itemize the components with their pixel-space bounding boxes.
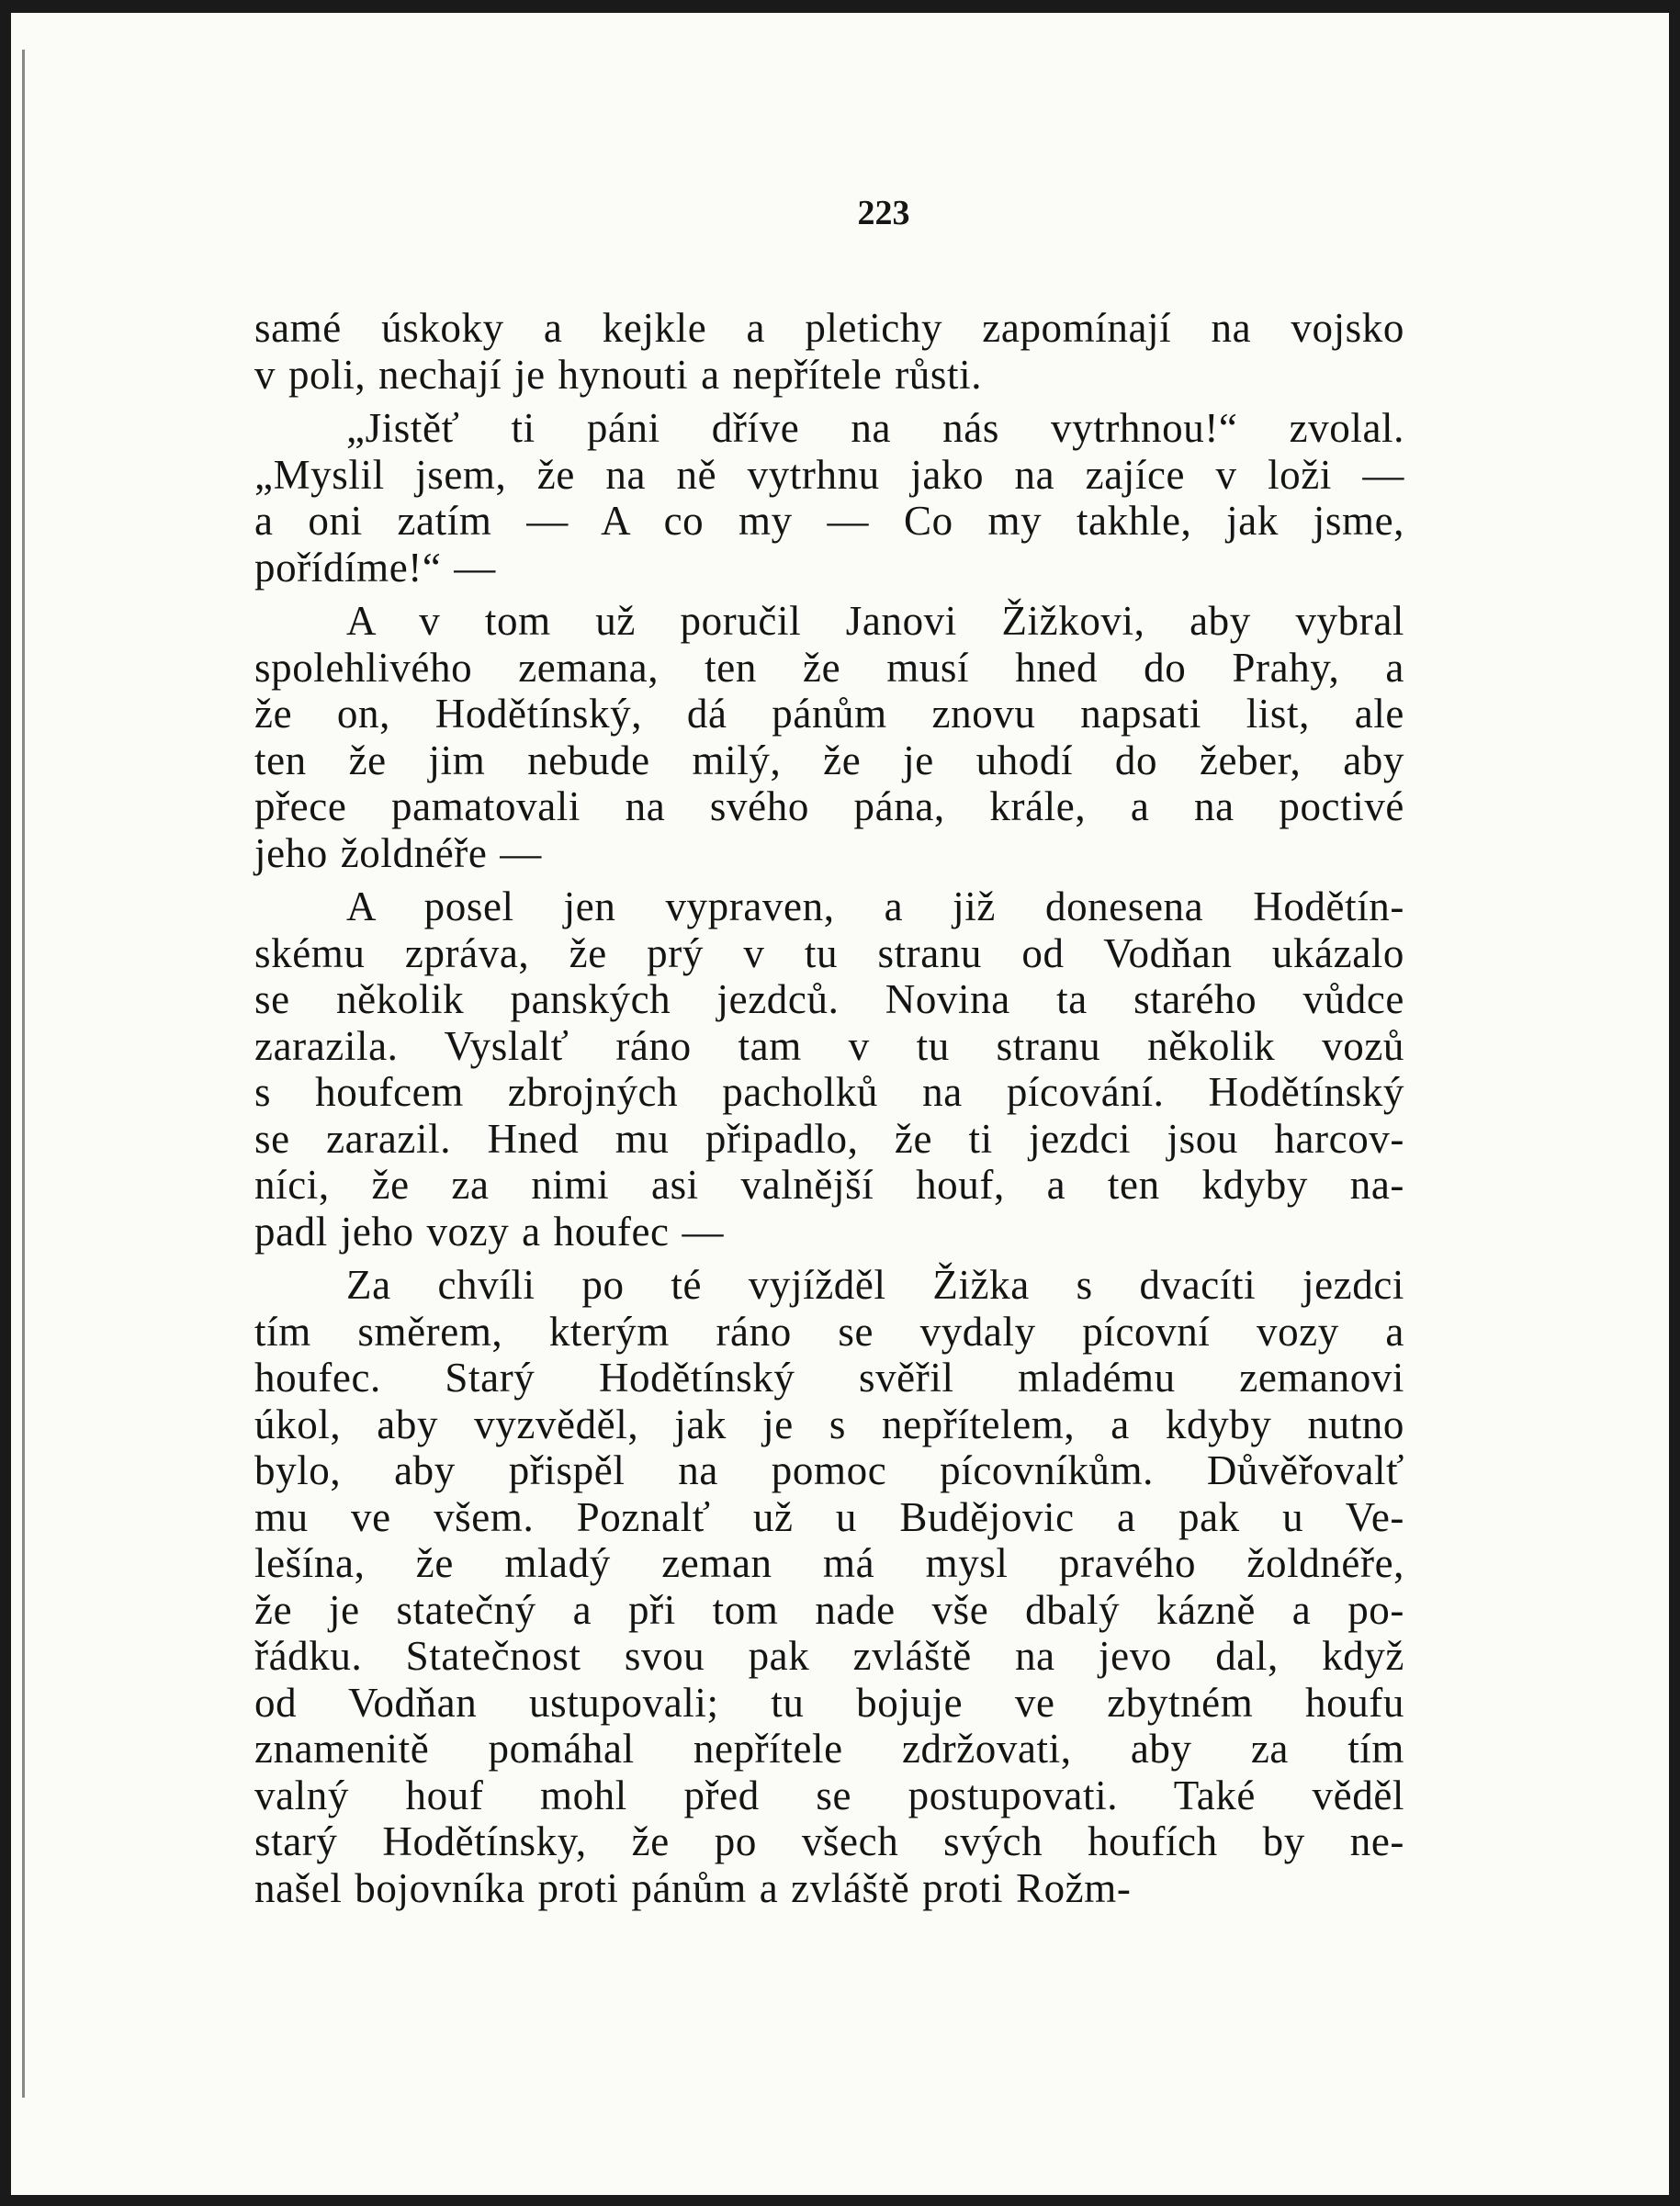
text-line: znamenitě pomáhal nepřítele zdržovati, aby za tím [254, 1726, 1404, 1772]
text-line: skému zpráva, že prý v tu stranu od Vodňan ukázalo [254, 929, 1404, 976]
text-line: pořídíme!“ — [254, 544, 496, 591]
paragraph [254, 305, 1404, 398]
paragraph [254, 884, 1404, 1255]
text-line: že je statečný a při tom nade vše dbalý kázně a po- [254, 1586, 1404, 1633]
paragraph [254, 405, 1404, 591]
text-line: samé úskoky a kejkle a pletichy zapomínají na vojsko [254, 305, 1404, 351]
text-line: řádku. Statečnost svou pak zvláště na jevo dal, když [254, 1633, 1404, 1679]
page-edge-shadow [22, 50, 25, 2098]
book-page [11, 13, 1669, 2195]
text-line: starý Hodětínsky, že po všech svých houfích by ne- [254, 1818, 1404, 1864]
text-line: lešína, že mladý zeman má mysl pravého žoldnéře, [254, 1540, 1404, 1586]
text-line: od Vodňan ustupovali; tu bojuje ve zbytném houfu [254, 1679, 1404, 1726]
text-line: padl jeho vozy a houfec — [254, 1208, 725, 1255]
text-line: našel bojovníka proti pánům a zvláště proti Rožm- [254, 1864, 1132, 1911]
text-line: že on, Hodětínský, dá pánům znovu napsati list, ale [254, 691, 1404, 737]
text-line: se několik panských jezdců. Novina ta starého vůdce [254, 976, 1404, 1022]
text-line: úkol, aby vyzvěděl, jak je s nepřítelem, a kdyby nutno [254, 1401, 1404, 1447]
body-text [254, 305, 1404, 1911]
text-line: s houfcem zbrojných pacholků na pícování. Hodětínský [254, 1069, 1404, 1115]
text-line: přece pamatovali na svého pána, krále, a na poctivé [254, 783, 1404, 829]
text-line: Za chvíli po té vyjížděl Žižka s dvacíti jezdci [346, 1262, 1404, 1308]
page-number: 223 [857, 194, 910, 232]
text-line: „Jistěť ti páni dříve na nás vytrhnou!“ zvolal. [346, 405, 1404, 451]
paragraph [254, 598, 1404, 876]
text-line: A posel jen vypraven, a již donesena Hodětín- [346, 884, 1404, 929]
text-line: „Myslil jsem, že na ně vytrhnu jako na zajíce v loži — [254, 451, 1404, 498]
text-line: A v tom už poručil Janovi Žižkovi, aby vybral [346, 598, 1404, 644]
text-line: houfec. Starý Hodětínský svěřil mladému zemanovi [254, 1355, 1404, 1401]
text-line: mu ve všem. Poznalť už u Budějovic a pak u Ve- [254, 1493, 1404, 1540]
text-line: ten že jim nebude milý, že je uhodí do žeber, aby [254, 737, 1404, 783]
text-line: níci, že za nimi asi valnější houf, a ten kdyby na- [254, 1162, 1404, 1208]
text-line: se zarazil. Hned mu připadlo, že ti jezdci jsou harcov- [254, 1115, 1404, 1162]
text-line: bylo, aby přispěl na pomoc pícovníkům. Důvěřovalť [254, 1447, 1404, 1493]
text-line: a oni zatím — A co my — Co my takhle, jak jsme, [254, 498, 1404, 544]
text-line: spolehlivého zemana, ten že musí hned do Prahy, a [254, 644, 1404, 691]
paragraph [254, 1262, 1404, 1911]
text-line: tím směrem, kterým ráno se vydaly pícovní vozy a [254, 1308, 1404, 1355]
text-line: valný houf mohl před se postupovati. Také věděl [254, 1772, 1404, 1818]
text-line: zarazila. Vyslalť ráno tam v tu stranu několik vozů [254, 1022, 1404, 1069]
text-line: v poli, nechají je hynouti a nepřítele růsti. [254, 351, 983, 398]
text-line: jeho žoldnéře — [254, 829, 542, 876]
